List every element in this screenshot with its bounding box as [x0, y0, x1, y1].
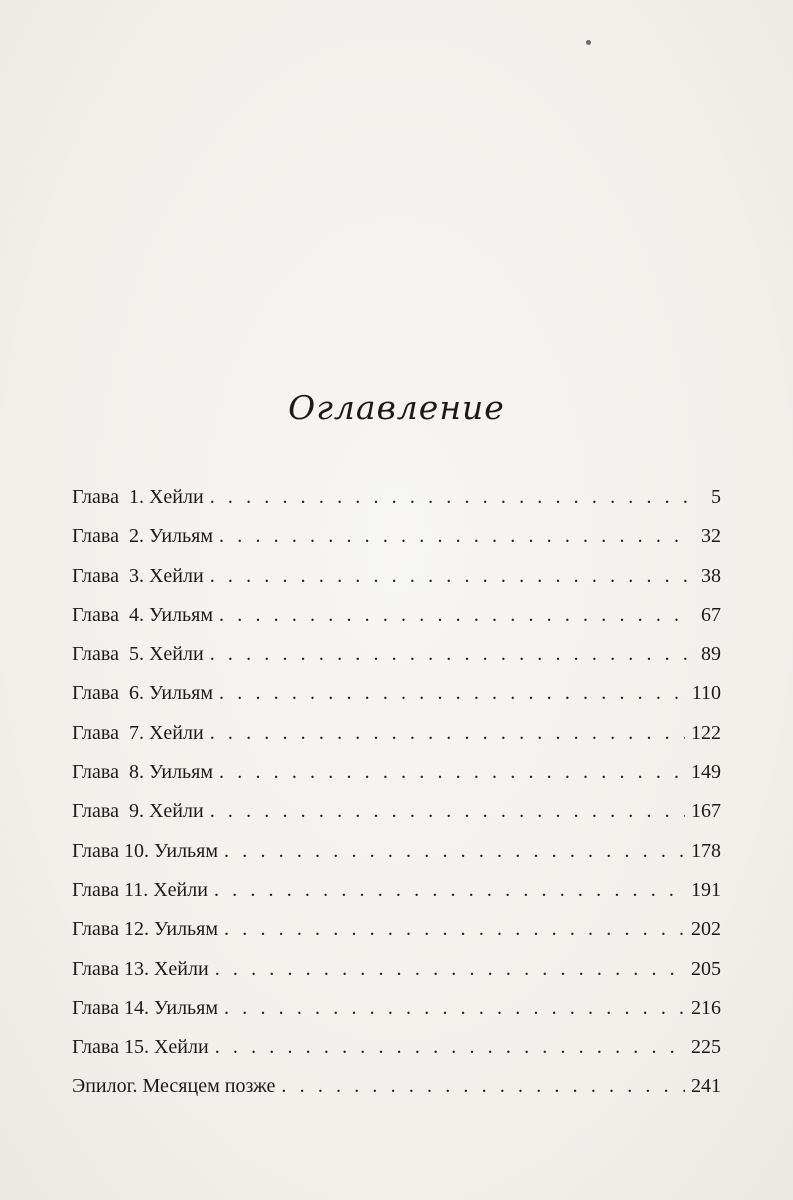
- toc-entry-page: 178: [691, 839, 721, 862]
- toc-entry-page: 5: [711, 486, 721, 508]
- toc-leader-dots: [219, 678, 686, 708]
- toc-entry-label: Глава 9. Хейли: [72, 800, 204, 823]
- toc-entry: [72, 993, 721, 1032]
- page-title: Оглавление: [288, 388, 505, 427]
- toc-entry: [72, 836, 721, 875]
- toc-entry-page: 67: [701, 603, 721, 626]
- toc-entry-label: Глава 15. Хейли: [72, 1036, 209, 1059]
- toc-entry-page: 202: [691, 918, 721, 941]
- toc-leader-dots: [210, 482, 687, 512]
- toc-leader-dots: [219, 521, 687, 551]
- toc-entry-label: Эпилог. Месяцем позже: [72, 1075, 276, 1098]
- toc-entry-page: 32: [701, 525, 721, 548]
- toc-entry: [72, 954, 721, 993]
- toc-entry-label: Глава 8. Уильям: [72, 761, 214, 784]
- toc-entry: [72, 1032, 721, 1071]
- toc-leader-dots: [224, 993, 685, 1023]
- table-of-contents: [72, 482, 721, 1111]
- toc-leader-dots: [215, 1032, 685, 1062]
- toc-entry: [72, 914, 721, 953]
- toc-entry: [72, 1071, 721, 1110]
- toc-entry: [72, 639, 721, 678]
- toc-entry: [72, 561, 721, 600]
- toc-entry: [72, 875, 721, 914]
- toc-entry-page: 241: [691, 1075, 721, 1098]
- toc-entry-label: Глава 13. Хейли: [72, 957, 209, 980]
- toc-entry-label: Глава 2. Уильям: [72, 525, 214, 548]
- toc-leader-dots: [214, 875, 685, 905]
- toc-entry-label: Глава 14. Уильям: [72, 996, 219, 1019]
- toc-entry-label: Глава 10. Уильям: [72, 839, 219, 862]
- toc-leader-dots: [210, 718, 685, 748]
- toc-entry-page: 225: [691, 1036, 721, 1059]
- toc-entry: [72, 678, 721, 717]
- toc-entry-page: 205: [691, 957, 721, 980]
- toc-entry-page: 149: [691, 761, 721, 784]
- toc-entry-label: Глава 6. Уильям: [72, 682, 214, 705]
- toc-entry-label: Глава 1. Хейли: [72, 486, 204, 508]
- toc-leader-dots: [210, 639, 687, 669]
- toc-entry-page: 89: [701, 643, 721, 666]
- toc-leader-dots: [224, 836, 685, 866]
- ink-speck: [586, 40, 591, 45]
- toc-entry: [72, 600, 721, 639]
- toc-entry-label: Глава 3. Хейли: [72, 564, 204, 587]
- toc-entry-page: 122: [691, 721, 721, 744]
- toc-entry-page: 167: [691, 800, 721, 823]
- toc-entry-label: Глава 12. Уильям: [72, 918, 219, 941]
- toc-entry-label: Глава 4. Уильям: [72, 603, 214, 626]
- toc-entry: [72, 718, 721, 757]
- toc-leader-dots: [210, 561, 687, 591]
- toc-entry-page: 110: [691, 682, 721, 705]
- toc-entry-label: Глава 5. Хейли: [72, 643, 204, 666]
- toc-entry-label: Глава 11. Хейли: [72, 878, 208, 901]
- toc-leader-dots: [219, 600, 687, 630]
- toc-leader-dots: [210, 796, 685, 826]
- toc-entry-label: Глава 7. Хейли: [72, 721, 204, 744]
- toc-entry: [72, 796, 721, 835]
- toc-entry-page: 38: [701, 564, 721, 587]
- toc-entry-page: 191: [691, 878, 721, 901]
- toc-leader-dots: [224, 914, 685, 944]
- toc-leader-dots: [215, 954, 685, 984]
- toc-entry: [72, 482, 721, 521]
- toc-entry-page: 216: [691, 996, 721, 1019]
- toc-entry: [72, 521, 721, 560]
- toc-entry: [72, 757, 721, 796]
- toc-leader-dots: [219, 757, 685, 787]
- toc-leader-dots: [281, 1071, 685, 1101]
